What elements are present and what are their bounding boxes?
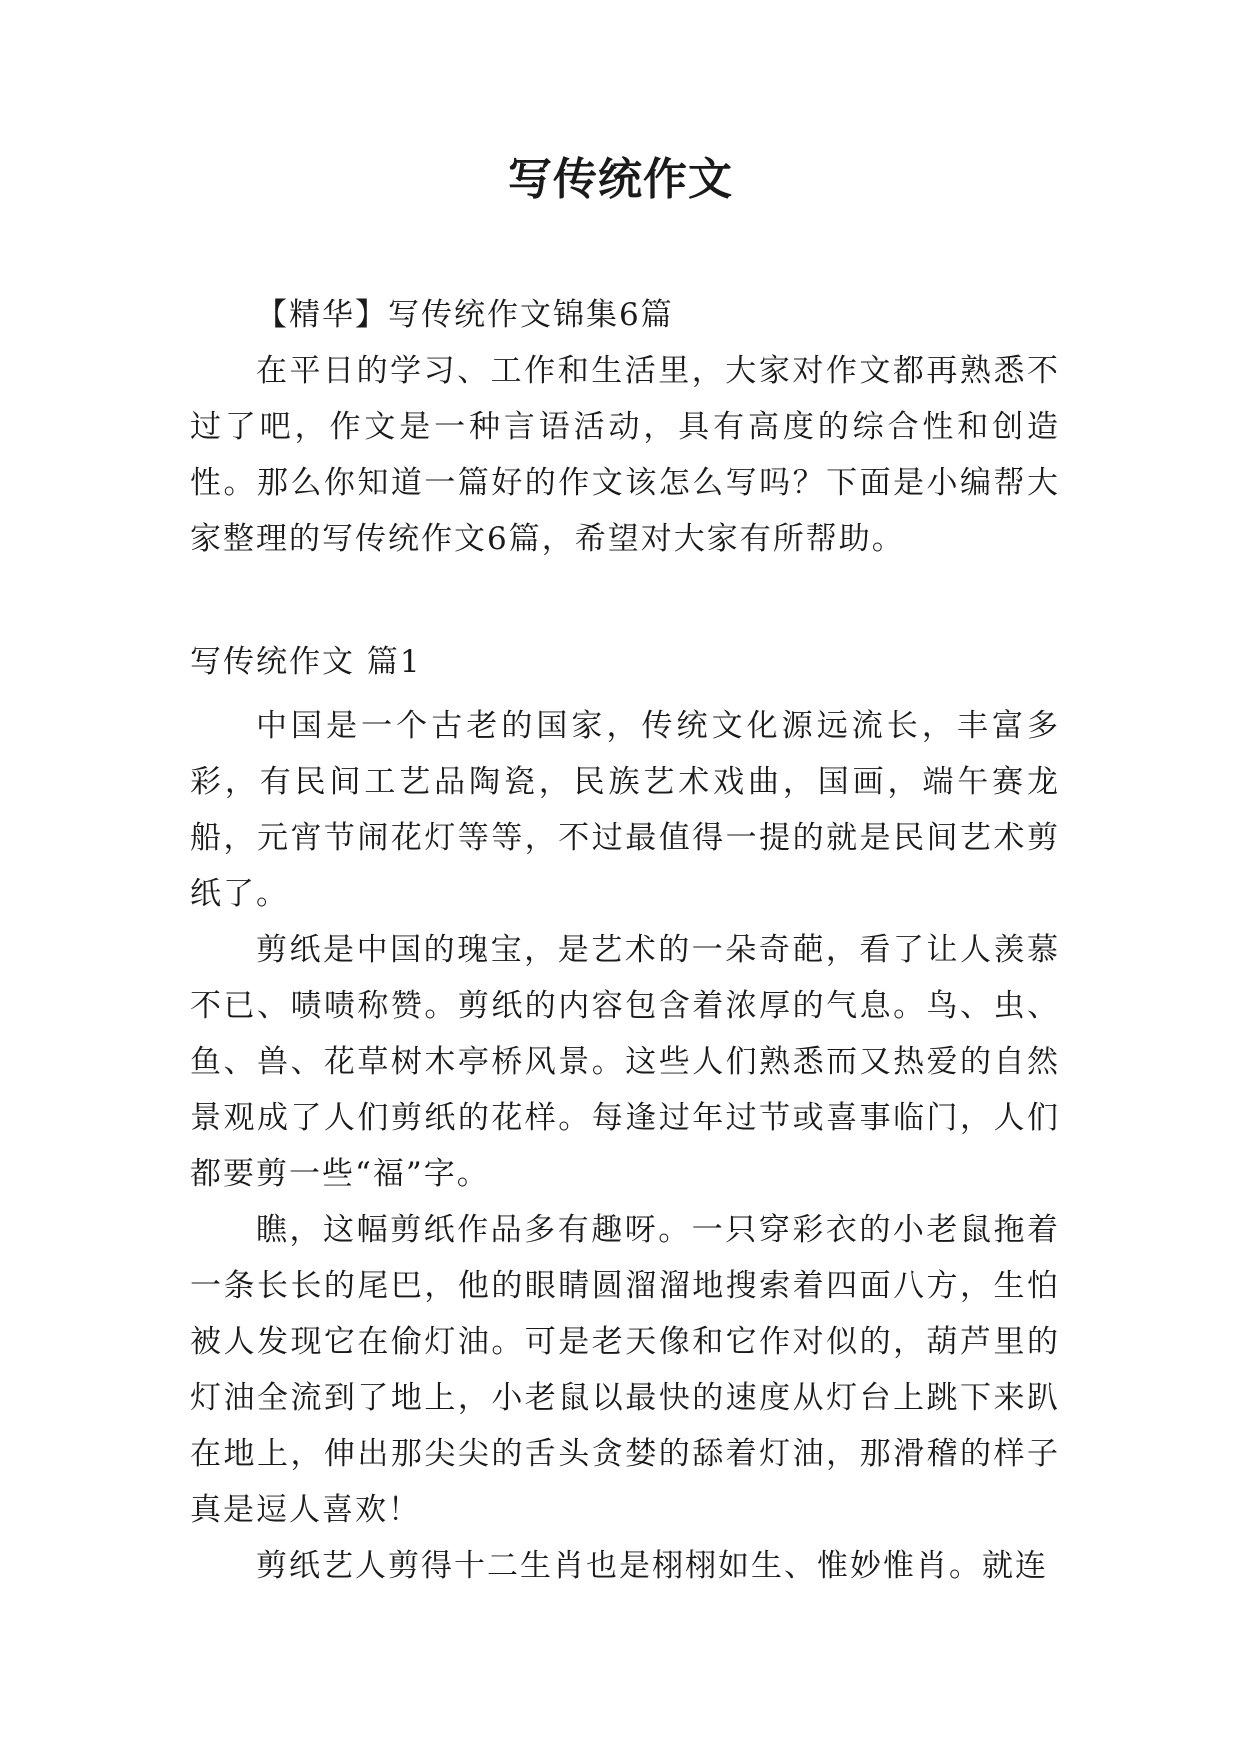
section-paragraph-1: 中国是一个古老的国家，传统文化源远流长，丰富多彩，有民间工艺品陶瓷，民族艺术戏曲，国画，端午赛龙船，元宵节闹花灯等等，不过最值得一提的就是民间艺术剪纸了。 [190,708,1060,912]
section-paragraph-4: 剪纸艺人剪得十二生肖也是栩栩如生、惟妙惟肖。就连 [256,1548,1048,1584]
section-paragraph-2: 剪纸是中国的瑰宝，是艺术的一朵奇葩，看了让人羡慕不已、啧啧称赞。剪纸的内容包含着浓厚的气息。鸟、虫、鱼、兽、花草树木亭桥风景。这些人们熟悉而又热爱的自然景观成了人们剪纸的花样。每逢过年过节或喜事临门，人们都要剪一些“福”字。 [190,932,1060,1192]
section-heading: 写传统作文 篇1 [190,644,422,680]
intro-subtitle: 【精华】写传统作文锦集6篇 [256,297,674,333]
section-paragraph-3: 瞧，这幅剪纸作品多有趣呀。一只穿彩衣的小老鼠拖着一条长长的尾巴，他的眼睛圆溜溜地搜索着四面八方，生怕被人发现它在偷灯油。可是老天像和它作对似的，葫芦里的灯油全流到了地上，小老鼠以最快的速度从灯台上跳下来趴在地上，伸出那尖尖的舌头贪婪的舔着灯油，那滑稽的样子真是逗人喜欢！ [190,1212,1060,1528]
document-title: 写传统作文 [508,154,733,205]
intro-paragraph: 在平日的学习、工作和生活里，大家对作文都再熟悉不过了吧，作文是一种言语活动，具有高度的综合性和创造性。那么你知道一篇好的作文该怎么写吗？下面是小编帮大家整理的写传统作文6篇，希望对大家有所帮助。 [190,353,1060,557]
document-body [190,287,1060,1594]
